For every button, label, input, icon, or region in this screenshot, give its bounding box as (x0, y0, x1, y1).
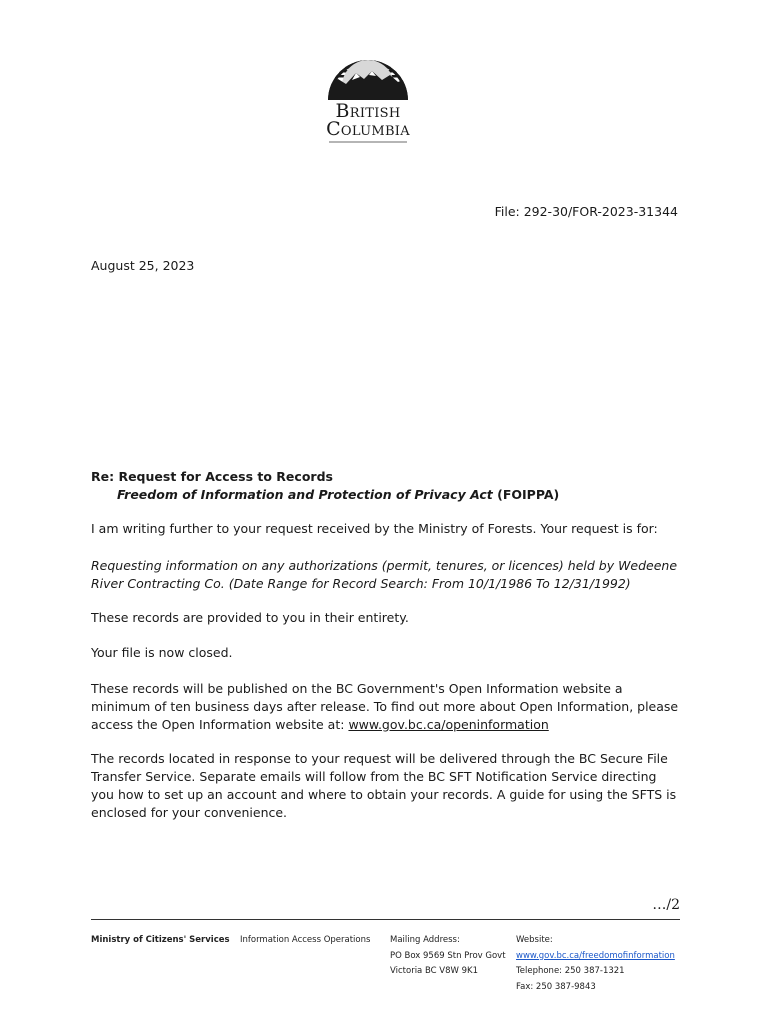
website-label: Website: (516, 935, 553, 945)
paragraph-sfts: The records located in response to your request will be delivered through the BC Secure File Transfer Service. Separate emails will follow from the BC SFT Notification Service directing you how to set up an account and where to obtain your records. A guide for using the SFTS is enclosed for your convenience. (91, 751, 677, 820)
act-acronym: (FOIPPA) (497, 487, 560, 502)
paragraph-closed: Your file is now closed. (91, 645, 233, 660)
paragraph-open-information (91, 680, 681, 734)
bc-government-logo (312, 46, 424, 143)
footer-unit: Information Access Operations (240, 935, 371, 945)
logo-underline (329, 141, 407, 143)
paragraph-entirety: These records are provided to you in their entirety. (91, 610, 409, 625)
sun-mountains-emblem-icon (326, 46, 410, 102)
subject-act (117, 486, 559, 504)
page-indicator: …/2 (652, 897, 680, 913)
open-information-text: These records will be published on the BC Government's Open Information website a minimum of ten business days after release. To find out more about Open Information, please access the Open Information website at: (91, 681, 679, 732)
mailing-label: Mailing Address: (390, 935, 460, 945)
subject-line: Re: Request for Access to Records (91, 469, 333, 484)
footer-divider (91, 919, 680, 920)
open-information-link[interactable]: www.gov.bc.ca/openinformation (348, 717, 549, 732)
paragraph-intro: I am writing further to your request received by the Ministry of Forests. Your request is for: (91, 521, 658, 536)
mailing-line-2: Victoria BC V8W 9K1 (390, 966, 479, 976)
footer-mailing-address (390, 933, 506, 980)
footer-ministry: Ministry of Citizens' Services (91, 935, 230, 945)
file-number: File: 292-30/FOR-2023-31344 (494, 204, 678, 219)
website-link[interactable]: www.gov.bc.ca/freedomofinformation (516, 950, 675, 961)
logo-line-2: Columbia (326, 118, 410, 140)
mailing-line-1: PO Box 9569 Stn Prov Govt (390, 950, 506, 961)
paragraph-request: Requesting information on any authorizations (permit, tenures, or licences) held by Wedeene River Contracting Co. (Date Range for Record Search: From 10/1/1986 To 12/31/1992) (91, 558, 678, 591)
letter-date: August 25, 2023 (91, 258, 195, 273)
logo-line-1: British (335, 100, 401, 122)
act-name: Freedom of Information and Protection of Privacy Act (117, 487, 493, 502)
telephone: Telephone: 250 387-1321 (516, 966, 625, 976)
footer-website (516, 933, 675, 995)
fax: Fax: 250 387-9843 (516, 981, 596, 992)
